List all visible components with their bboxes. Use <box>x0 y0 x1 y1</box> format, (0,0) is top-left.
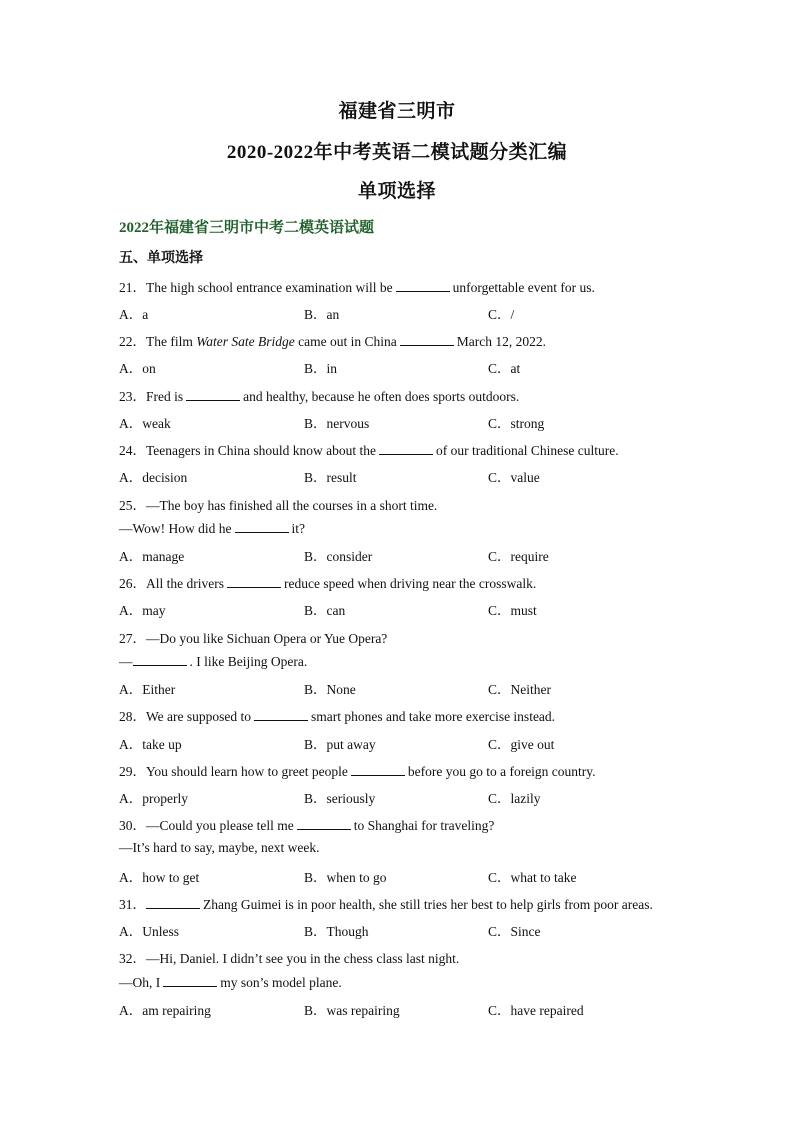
answer-blank <box>396 279 450 292</box>
question-number: 25． <box>119 498 146 513</box>
title-collection: 2020-2022年中考英语二模试题分类汇编 <box>226 142 568 163</box>
option-b: B．in <box>304 361 338 376</box>
option-c: C．Since <box>488 924 541 939</box>
question-text: You should learn how to greet people <box>146 764 348 779</box>
option-b: B．result <box>304 470 357 485</box>
question-22 <box>119 330 699 350</box>
question-text: All the drivers <box>146 576 224 591</box>
option-c: C．at <box>488 361 521 376</box>
option-a: A．am repairing <box>119 1003 211 1018</box>
question-text: to Shanghai for traveling? <box>353 818 495 833</box>
option-c: C．Neither <box>488 682 551 697</box>
option-c: C．value <box>488 470 540 485</box>
question-text: The film <box>146 334 193 349</box>
question-text: Teenagers in China should know about the <box>146 443 377 458</box>
option-a: A．take up <box>119 737 182 752</box>
options-27 <box>119 678 679 696</box>
question-number: 29． <box>119 764 146 779</box>
question-number: 30． <box>119 818 146 833</box>
option-a: A．properly <box>119 791 188 806</box>
option-c: C．lazily <box>488 791 541 806</box>
option-a: A．a <box>119 307 149 322</box>
question-number: 28． <box>119 709 146 724</box>
question-number: 24． <box>119 443 146 458</box>
question-31 <box>119 893 699 913</box>
question-21 <box>119 276 699 296</box>
question-28 <box>119 705 699 725</box>
answer-blank <box>297 817 351 830</box>
options-23 <box>119 412 679 430</box>
question-text: — <box>119 654 133 669</box>
option-b: B．an <box>304 307 340 322</box>
option-a: A．how to get <box>119 870 200 885</box>
question-27-reply <box>119 653 699 670</box>
question-number: 21． <box>119 280 146 295</box>
question-text: Zhang Guimei is in poor health, she still tries her best to help girls from poor areas. <box>203 897 653 912</box>
question-number: 31． <box>119 897 146 912</box>
section-title: 2022年福建省三明市中考二模英语试题 <box>119 220 375 236</box>
question-text: it? <box>291 521 306 536</box>
question-text: —Oh, I <box>119 975 161 990</box>
option-b: B．None <box>304 682 356 697</box>
question-text: smart phones and take more exercise instead. <box>311 709 556 724</box>
question-text: March 12, 2022. <box>456 334 546 349</box>
question-32 <box>119 947 699 967</box>
option-c: C．/ <box>488 307 515 322</box>
answer-blank <box>227 575 281 588</box>
option-b: B．seriously <box>304 791 376 806</box>
question-text: my son’s model plane. <box>220 975 342 990</box>
dialogue-line: —It’s hard to say, maybe, next week. <box>119 840 320 855</box>
answer-blank <box>133 653 187 666</box>
options-26 <box>119 599 679 617</box>
question-number: 22． <box>119 334 146 349</box>
question-number: 26． <box>119 576 146 591</box>
option-b: B．put away <box>304 737 376 752</box>
option-a: A．manage <box>119 549 185 564</box>
question-23 <box>119 385 699 405</box>
option-a: A．weak <box>119 416 171 431</box>
option-a: A．may <box>119 603 166 618</box>
options-31 <box>119 920 679 938</box>
options-30 <box>119 866 679 884</box>
question-text: Fred is <box>146 389 184 404</box>
question-text: reduce speed when driving near the crosswalk. <box>283 576 537 591</box>
option-c: C．have repaired <box>488 1003 584 1018</box>
answer-blank <box>186 388 240 401</box>
answer-blank <box>400 333 454 346</box>
option-c: C．what to take <box>488 870 577 885</box>
question-number: 27． <box>119 631 146 646</box>
question-27 <box>119 627 699 647</box>
question-25 <box>119 494 699 514</box>
film-title: Water Sate Bridge <box>196 334 295 349</box>
option-a: A．Either <box>119 682 176 697</box>
dialogue-line: —Do you like Sichuan Opera or Yue Opera? <box>146 631 388 646</box>
option-b: B．can <box>304 603 346 618</box>
part-title: 五、单项选择 <box>119 251 203 266</box>
question-number: 23． <box>119 389 146 404</box>
options-24 <box>119 466 679 484</box>
option-b: B．when to go <box>304 870 387 885</box>
question-text: before you go to a foreign country. <box>407 764 596 779</box>
option-b: B．Though <box>304 924 369 939</box>
question-26 <box>119 572 699 592</box>
option-c: C．must <box>488 603 537 618</box>
title-city: 福建省三明市 <box>338 101 456 122</box>
option-c: C．require <box>488 549 549 564</box>
answer-blank <box>146 896 200 909</box>
option-b: B．consider <box>304 549 373 564</box>
question-text: The high school entrance examination will be <box>146 280 393 295</box>
options-22 <box>119 357 679 375</box>
dialogue-line: —Hi, Daniel. I didn’t see you in the chess class last night. <box>146 951 460 966</box>
title-type: 单项选择 <box>357 181 436 202</box>
question-25-reply <box>119 520 699 537</box>
answer-blank <box>163 974 217 987</box>
question-32-reply <box>119 974 699 991</box>
options-25 <box>119 545 679 563</box>
question-text: and healthy, because he often does sports outdoors. <box>243 389 520 404</box>
question-30 <box>119 814 699 834</box>
option-a: A．decision <box>119 470 188 485</box>
option-b: B．nervous <box>304 416 370 431</box>
option-a: A．on <box>119 361 156 376</box>
options-29 <box>119 787 679 805</box>
answer-blank <box>351 763 405 776</box>
question-text: —Could you please tell me <box>146 818 294 833</box>
question-30-reply <box>119 840 699 856</box>
question-text: —Wow! How did he <box>119 521 232 536</box>
option-a: A．Unless <box>119 924 179 939</box>
option-c: C．strong <box>488 416 545 431</box>
answer-blank <box>254 708 308 721</box>
options-21 <box>119 303 679 321</box>
question-number: 32． <box>119 951 146 966</box>
question-text: We are supposed to <box>146 709 252 724</box>
options-32 <box>119 999 679 1017</box>
question-text: of our traditional Chinese culture. <box>436 443 619 458</box>
question-text: came out in China <box>298 334 397 349</box>
question-29 <box>119 760 699 780</box>
option-c: C．give out <box>488 737 555 752</box>
option-b: B．was repairing <box>304 1003 400 1018</box>
dialogue-line: —The boy has finished all the courses in a short time. <box>146 498 438 513</box>
question-text: unforgettable event for us. <box>452 280 595 295</box>
question-24 <box>119 439 699 459</box>
options-28 <box>119 733 679 751</box>
answer-blank <box>379 442 433 455</box>
question-text: . I like Beijing Opera. <box>189 654 308 669</box>
answer-blank <box>235 520 289 533</box>
